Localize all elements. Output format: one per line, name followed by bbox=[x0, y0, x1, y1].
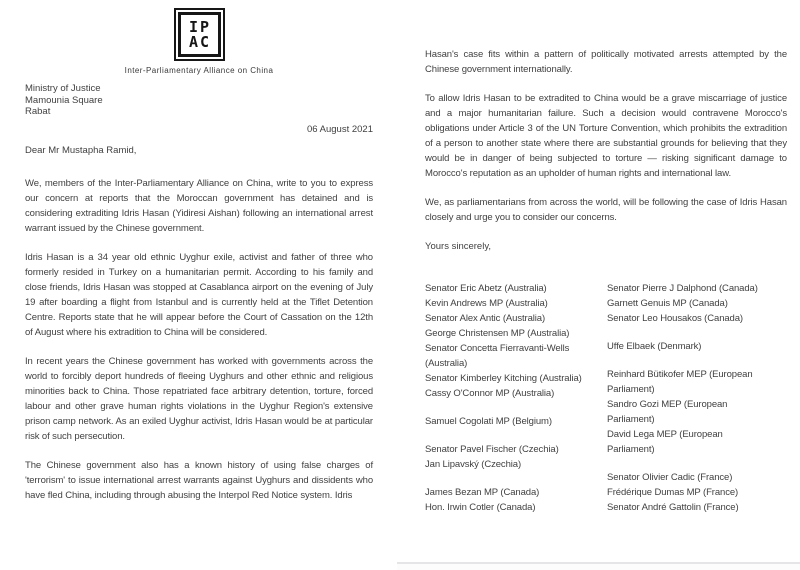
signatory-line: Hon. Irwin Cotler (Canada) bbox=[425, 502, 536, 513]
recipient-line: Ministry of Justice bbox=[25, 83, 101, 94]
signatory-line: Jan Lipavský (Czechia) bbox=[425, 459, 522, 470]
signatory-group-belgium bbox=[425, 414, 607, 429]
signatories-column-left bbox=[425, 281, 607, 528]
paragraph: Idris Hasan is a 34 year old ethnic Uyghur exile, activist and father of three who formerly resided in Turkey on a humanitarian permit. According to his family and close friends, Idris Hasan was stopped at Casablanca airport on the evening of July 19 after boarding a flight from Istanbul and is currently held at the Tiflet Detention Centre. Reports state that he will appear before the Court of Cassation on the 12th of August where his extradition to China will be considered. bbox=[25, 252, 373, 338]
paragraph: To allow Idris Hasan to be extradited to China would be a grave miscarriage of justice and a major humanitarian failure. Such a decision would contravene Morocco's obligations under Article 3 of the UN Torture Convention, which prohibits the extradition of a person to another state where there are substantial grounds for believing that they would be in danger of being subjected to torture — risking significant damage to Morocco's reputation as an upholder of human rights and international law. bbox=[425, 93, 787, 179]
paragraph: The Chinese government also has a known history of using false charges of 'terrorism' to issue international arrest warrants against Uyghurs and dissidents who have fled China, including through abusing the Interpol Red Notice system. Idris bbox=[25, 460, 373, 501]
signatory-line: Uffe Elbaek (Denmark) bbox=[607, 341, 702, 352]
signatory-line: Parliament) bbox=[607, 414, 655, 425]
recipient-line: Rabat bbox=[25, 106, 51, 117]
signatory-line: Reinhard Bütikofer MEP (European bbox=[607, 369, 753, 380]
paragraph: We, members of the Inter-Parliamentary Alliance on China, write to you to express our concern at reports that the Moroccan government has detained and is considering extraditing Idris Hasan (Yidiresi Aishan) following an international arrest warrant issued by the Chinese government. bbox=[25, 178, 373, 234]
signatory-line: Samuel Cogolati MP (Belgium) bbox=[425, 416, 552, 427]
signatory-group-czechia bbox=[425, 442, 607, 472]
ipac-logo-icon bbox=[174, 8, 225, 61]
signatory-line: Senator Leo Housakos (Canada) bbox=[607, 313, 743, 324]
signatory-line: Senator Eric Abetz (Australia) bbox=[425, 283, 547, 294]
ipac-logo-letters bbox=[178, 12, 221, 57]
letter-header bbox=[25, 8, 373, 75]
closing-line: Yours sincerely, bbox=[425, 241, 492, 252]
paragraph: In recent years the Chinese government has worked with governments across the world to forcibly deport hundreds of fleeing Uyghurs and other ethnic and religious minorities back to China. Those repatriated face arbitrary detention, torture, forced labour and other grave human rights violations in the Uyghur Region's extensive prison camp network. As an exiled Uyghur activist, Idris Hasan would be at particular risk of such persecution. bbox=[25, 356, 373, 442]
signatories-column-right bbox=[607, 281, 797, 528]
signatory-group-france bbox=[607, 470, 797, 515]
signatory-line: James Bezan MP (Canada) bbox=[425, 487, 540, 498]
signatory-group-australia bbox=[425, 281, 607, 401]
signatory-line: Cassy O'Connor MP (Australia) bbox=[425, 388, 555, 399]
signatory-group-canada-left bbox=[425, 485, 607, 515]
signatory-line: Senator Olivier Cadic (France) bbox=[607, 472, 733, 483]
paragraph: We, as parliamentarians from across the world, will be following the case of Idris Hasan closely and urge you to consider our concerns. bbox=[425, 197, 787, 223]
logo-line-bottom: AC bbox=[188, 32, 212, 51]
page-background-strip bbox=[397, 564, 800, 570]
signatory-line: (Australia) bbox=[425, 358, 468, 369]
signatory-line: Parliament) bbox=[607, 444, 655, 455]
signatory-line: George Christensen MP (Australia) bbox=[425, 328, 570, 339]
signatory-line: Senator Pierre J Dalphond (Canada) bbox=[607, 283, 758, 294]
signatory-group-denmark bbox=[607, 339, 797, 354]
signatory-group-european-parliament bbox=[607, 367, 797, 457]
left-column-body bbox=[25, 176, 373, 517]
right-column-body bbox=[425, 47, 787, 254]
signatory-line: Garnett Genuis MP (Canada) bbox=[607, 298, 728, 309]
signatory-line: David Lega MEP (European bbox=[607, 429, 723, 440]
paragraph: Hasan's case fits within a pattern of politically motivated arrests attempted by the Chinese government internationally. bbox=[425, 49, 787, 75]
signatory-line: Senator André Gattolin (France) bbox=[607, 502, 739, 513]
signatory-line: Parliament) bbox=[607, 384, 655, 395]
signatory-line: Senator Concetta Fierravanti-Wells bbox=[425, 343, 570, 354]
recipient-address bbox=[25, 83, 103, 118]
signatory-line: Kevin Andrews MP (Australia) bbox=[425, 298, 548, 309]
recipient-line: Mamounia Square bbox=[25, 94, 103, 106]
signatory-line: Senator Alex Antic (Australia) bbox=[425, 313, 546, 324]
salutation: Dear Mr Mustapha Ramid, bbox=[25, 145, 137, 156]
logo-line-top: IP bbox=[188, 18, 212, 37]
signatory-line: Sandro Gozi MEP (European bbox=[607, 399, 728, 410]
letter-date: 06 August 2021 bbox=[306, 124, 373, 135]
organization-name: Inter-Parliamentary Alliance on China bbox=[124, 66, 274, 75]
signatory-line: Senator Kimberley Kitching (Australia) bbox=[425, 373, 582, 384]
signatory-group-canada-right bbox=[607, 281, 797, 326]
signatory-line: Frédérique Dumas MP (France) bbox=[607, 487, 739, 498]
signatory-line: Senator Pavel Fischer (Czechia) bbox=[425, 444, 559, 455]
